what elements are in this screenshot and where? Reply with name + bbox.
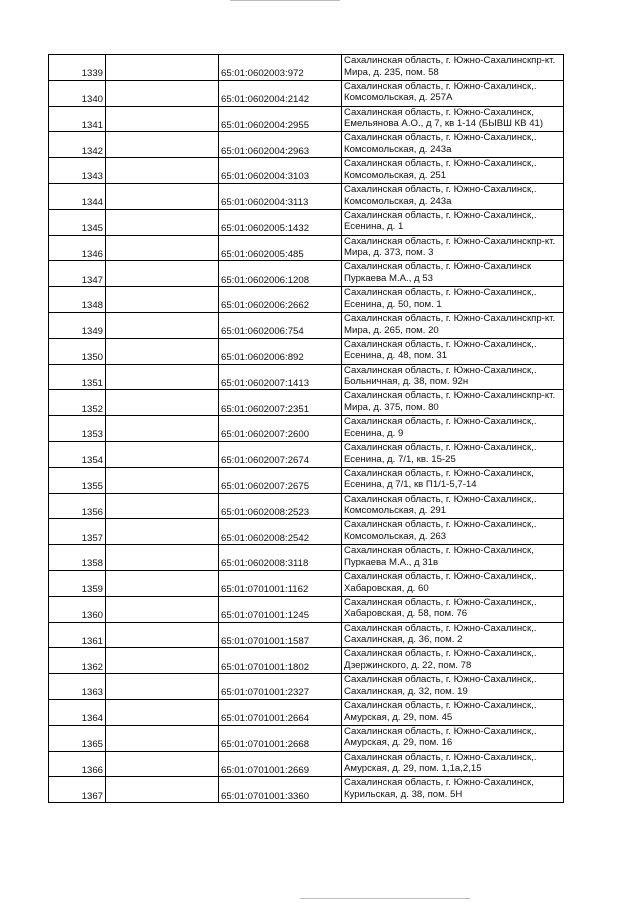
address-line-region: Сахалинская область, г. Южно-Сахалинск,. [344, 416, 537, 428]
row-number-cell: 1346 [49, 235, 106, 261]
row-number-cell: 1355 [49, 467, 106, 493]
row-number-cell: 1352 [49, 390, 106, 416]
address-line-region: Сахалинская область, г. Южно-Сахалинск [344, 261, 532, 273]
empty-cell [106, 364, 219, 390]
row-number-cell: 1339 [49, 55, 106, 81]
row-number-cell: 1341 [49, 106, 106, 132]
address-line-street: Комсомольская, д. 291 [344, 505, 447, 517]
empty-cell [106, 570, 219, 596]
address-cell [342, 80, 564, 106]
row-number-cell: 1356 [49, 493, 106, 519]
address-line-region: Сахалинская область, г. Южно-Сахалинск,. [344, 441, 537, 453]
cadastral-number-cell: 65:01:0602004:3103 [219, 158, 342, 184]
address-cell [342, 493, 564, 519]
cadastral-number-cell: 65:01:0701001:2664 [219, 699, 342, 725]
table-row [49, 287, 564, 313]
address-line-street: Есенина, д. 1 [344, 221, 404, 233]
address-line-region: Сахалинская область, г. Южно-Сахалинск,. [344, 338, 537, 350]
empty-cell [106, 416, 219, 442]
address-cell [342, 338, 564, 364]
cadastral-number-cell: 65:01:0701001:2669 [219, 751, 342, 777]
empty-cell [106, 648, 219, 674]
cadastral-number-cell: 65:01:0701001:1245 [219, 596, 342, 622]
address-cell [342, 158, 564, 184]
empty-cell [106, 235, 219, 261]
table-row [49, 209, 564, 235]
empty-cell [106, 338, 219, 364]
cadastral-number-cell: 65:01:0602006:754 [219, 312, 342, 338]
table-row [49, 570, 564, 596]
table-row [49, 493, 564, 519]
row-number-cell: 1366 [49, 751, 106, 777]
empty-cell [106, 596, 219, 622]
address-line-street: Есенина, д 7/1, кв П1/1-5,7-14 [344, 479, 477, 491]
address-line-region: Сахалинская область, г. Южно-Сахалинск, [344, 545, 534, 557]
address-line-region: Сахалинская область, г. Южно-Сахалинск,. [344, 80, 537, 92]
address-line-region: Сахалинская область, г. Южно-Сахалинск,. [344, 183, 537, 195]
cadastral-number-cell: 65:01:0602006:2662 [219, 287, 342, 313]
address-line-street: Хабаровская, д. 60 [344, 582, 429, 594]
address-line-street: Комсомольская, д. 251 [344, 169, 447, 181]
row-number-cell: 1345 [49, 209, 106, 235]
address-line-street: Сахалинская, д. 36, пом. 2 [344, 634, 463, 646]
bottom-scan-rule [300, 898, 470, 899]
row-number-cell: 1361 [49, 622, 106, 648]
address-line-region: Сахалинская область, г. Южно-Сахалинск,. [344, 287, 537, 299]
address-line-street: Хабаровская, д. 58, пом. 76 [344, 608, 468, 620]
address-line-region: Сахалинская область, г. Южно-Сахалинск,. [344, 622, 537, 634]
empty-cell [106, 390, 219, 416]
address-line-region: Сахалинская область, г. Южно-Сахалинск,. [344, 364, 537, 376]
cadastral-number-cell: 65:01:0701001:1587 [219, 622, 342, 648]
empty-cell [106, 493, 219, 519]
address-cell [342, 390, 564, 416]
cadastral-number-cell: 65:01:0701001:1802 [219, 648, 342, 674]
cadastral-number-cell: 65:01:0602003:972 [219, 55, 342, 81]
empty-cell [106, 209, 219, 235]
address-line-region: Сахалинская область, г. Южно-Сахалинск,. [344, 158, 537, 170]
row-number-cell: 1342 [49, 132, 106, 158]
address-line-region: Сахалинская область, г. Южно-Сахалинск,. [344, 570, 537, 582]
address-line-region: Сахалинская область, г. Южно-Сахалинск,. [344, 596, 537, 608]
row-number-cell: 1344 [49, 183, 106, 209]
empty-cell [106, 80, 219, 106]
empty-cell [106, 519, 219, 545]
empty-cell [106, 312, 219, 338]
cadastral-number-cell: 65:01:0602008:2542 [219, 519, 342, 545]
row-number-cell: 1364 [49, 699, 106, 725]
row-number-cell: 1350 [49, 338, 106, 364]
row-number-cell: 1347 [49, 261, 106, 287]
registry-table-body [49, 55, 564, 803]
table-row [49, 80, 564, 106]
address-cell [342, 441, 564, 467]
table-row [49, 312, 564, 338]
address-line-region: Сахалинская область, г. Южно-Сахалинск, [344, 106, 534, 118]
address-line-street: Комсомольская, д. 263 [344, 530, 447, 542]
row-number-cell: 1343 [49, 158, 106, 184]
address-cell [342, 209, 564, 235]
table-row [49, 55, 564, 81]
registry-table [48, 54, 564, 803]
table-row [49, 364, 564, 390]
table-row [49, 390, 564, 416]
row-number-cell: 1360 [49, 596, 106, 622]
address-line-region: Сахалинская область, г. Южно-Сахалинск,. [344, 493, 537, 505]
address-line-street: Есенина, д. 50, пом. 1 [344, 298, 442, 310]
row-number-cell: 1362 [49, 648, 106, 674]
empty-cell [106, 55, 219, 81]
address-line-region: Сахалинская область, г. Южно-Сахалинск, [344, 467, 534, 479]
empty-cell [106, 699, 219, 725]
row-number-cell: 1353 [49, 416, 106, 442]
table-row [49, 106, 564, 132]
address-line-street: Комсомольская, д. 243а [344, 143, 452, 155]
row-number-cell: 1340 [49, 80, 106, 106]
empty-cell [106, 674, 219, 700]
address-line-region: Сахалинская область, г. Южно-Сахалинск, [344, 777, 534, 789]
table-row [49, 261, 564, 287]
address-cell [342, 106, 564, 132]
address-line-street: Дзержинского, д. 22, пом. 78 [344, 659, 472, 671]
address-line-street: Емельянова А.О., д 7, кв 1-14 (БЫВШ КВ 41) [344, 118, 544, 130]
empty-cell [106, 183, 219, 209]
address-cell [342, 751, 564, 777]
empty-cell [106, 261, 219, 287]
address-cell [342, 235, 564, 261]
address-cell [342, 596, 564, 622]
address-cell [342, 132, 564, 158]
cadastral-number-cell: 65:01:0602007:2351 [219, 390, 342, 416]
address-line-street: Пуркаева М.А., д 31в [344, 556, 439, 568]
empty-cell [106, 622, 219, 648]
empty-cell [106, 106, 219, 132]
table-row [49, 545, 564, 571]
address-cell [342, 699, 564, 725]
address-line-street: Комсомольская, д. 257А [344, 92, 453, 104]
address-line-region: Сахалинская область, г. Южно-Сахалинскпр-кт. [344, 390, 556, 402]
address-line-street: Больничная, д. 38, пом. 92н [344, 376, 469, 388]
cadastral-number-cell: 65:01:0701001:2327 [219, 674, 342, 700]
empty-cell [106, 751, 219, 777]
address-line-region: Сахалинская область, г. Южно-Сахалинскпр-кт. [344, 55, 556, 66]
cadastral-number-cell: 65:01:0701001:2668 [219, 725, 342, 751]
table-row [49, 338, 564, 364]
address-line-street: Мира, д. 265, пом. 20 [344, 324, 439, 336]
cadastral-number-cell: 65:01:0602005:485 [219, 235, 342, 261]
address-line-street: Есенина, д. 48, пом. 31 [344, 350, 448, 362]
cadastral-number-cell: 65:01:0701001:1162 [219, 570, 342, 596]
address-cell [342, 674, 564, 700]
empty-cell [106, 287, 219, 313]
table-row [49, 158, 564, 184]
address-line-region: Сахалинская область, г. Южно-Сахалинск,. [344, 209, 537, 221]
row-number-cell: 1351 [49, 364, 106, 390]
empty-cell [106, 441, 219, 467]
row-number-cell: 1365 [49, 725, 106, 751]
table-row [49, 467, 564, 493]
address-line-street: Амурская, д. 29, пом. 16 [344, 737, 453, 749]
row-number-cell: 1367 [49, 777, 106, 803]
table-row [49, 596, 564, 622]
address-cell [342, 364, 564, 390]
address-line-region: Сахалинская область, г. Южно-Сахалинск,. [344, 725, 537, 737]
address-cell [342, 777, 564, 803]
address-cell [342, 725, 564, 751]
address-cell [342, 55, 564, 81]
row-number-cell: 1348 [49, 287, 106, 313]
address-line-street: Комсомольская, д. 243а [344, 195, 452, 207]
address-line-region: Сахалинская область, г. Южно-Сахалинск,. [344, 699, 537, 711]
address-line-region: Сахалинская область, г. Южно-Сахалинскпр-кт. [344, 312, 556, 324]
cadastral-number-cell: 65:01:0602007:2675 [219, 467, 342, 493]
address-cell [342, 416, 564, 442]
address-line-region: Сахалинская область, г. Южно-Сахалинск,. [344, 648, 537, 660]
address-line-region: Сахалинская область, г. Южно-Сахалинск,. [344, 751, 537, 763]
empty-cell [106, 777, 219, 803]
address-line-street: Пуркаева М.А., д 53 [344, 272, 433, 284]
address-line-region: Сахалинская область, г. Южно-Сахалинск,. [344, 132, 537, 144]
cadastral-number-cell: 65:01:0602004:2142 [219, 80, 342, 106]
address-line-region: Сахалинская область, г. Южно-Сахалинскпр-кт. [344, 235, 556, 247]
address-line-street: Мира, д. 235, пом. 58 [344, 66, 439, 78]
address-line-street: Мира, д. 375, пом. 80 [344, 401, 439, 413]
address-line-street: Есенина, д. 7/1, кв. 15-25 [344, 453, 456, 465]
cadastral-number-cell: 65:01:0602007:2674 [219, 441, 342, 467]
cadastral-number-cell: 65:01:0602006:892 [219, 338, 342, 364]
table-row [49, 777, 564, 803]
table-row [49, 622, 564, 648]
address-cell [342, 570, 564, 596]
table-row [49, 674, 564, 700]
table-row [49, 235, 564, 261]
table-row [49, 441, 564, 467]
empty-cell [106, 158, 219, 184]
address-cell [342, 287, 564, 313]
row-number-cell: 1357 [49, 519, 106, 545]
empty-cell [106, 132, 219, 158]
address-line-street: Амурская, д. 29, пом. 45 [344, 711, 453, 723]
address-line-street: Мира, д. 373, пом. 3 [344, 247, 434, 259]
top-scan-rule [230, 0, 340, 1]
row-number-cell: 1363 [49, 674, 106, 700]
cadastral-number-cell: 65:01:0602005:1432 [219, 209, 342, 235]
cadastral-number-cell: 65:01:0602008:2523 [219, 493, 342, 519]
address-cell [342, 519, 564, 545]
empty-cell [106, 725, 219, 751]
address-line-street: Сахалинская, д. 32, пом. 19 [344, 685, 468, 697]
address-cell [342, 648, 564, 674]
empty-cell [106, 545, 219, 571]
cadastral-number-cell: 65:01:0602006:1208 [219, 261, 342, 287]
table-row [49, 699, 564, 725]
table-row [49, 725, 564, 751]
address-cell [342, 312, 564, 338]
address-line-street: Амурская, д. 29, пом. 1,1а,2,15 [344, 763, 482, 775]
table-row [49, 751, 564, 777]
address-cell [342, 183, 564, 209]
row-number-cell: 1358 [49, 545, 106, 571]
table-row [49, 648, 564, 674]
address-cell [342, 467, 564, 493]
table-row [49, 519, 564, 545]
table-row [49, 132, 564, 158]
address-line-region: Сахалинская область, г. Южно-Сахалинск,. [344, 674, 537, 686]
cadastral-number-cell: 65:01:0602004:2955 [219, 106, 342, 132]
address-cell [342, 622, 564, 648]
cadastral-number-cell: 65:01:0602004:2963 [219, 132, 342, 158]
address-cell [342, 261, 564, 287]
address-line-street: Курильская, д. 38, пом. 5Н [344, 788, 463, 800]
row-number-cell: 1349 [49, 312, 106, 338]
cadastral-number-cell: 65:01:0602007:2600 [219, 416, 342, 442]
empty-cell [106, 467, 219, 493]
table-row [49, 183, 564, 209]
row-number-cell: 1354 [49, 441, 106, 467]
address-line-region: Сахалинская область, г. Южно-Сахалинск,. [344, 519, 537, 531]
row-number-cell: 1359 [49, 570, 106, 596]
cadastral-number-cell: 65:01:0602007:1413 [219, 364, 342, 390]
table-row [49, 416, 564, 442]
cadastral-number-cell: 65:01:0701001:3360 [219, 777, 342, 803]
address-line-street: Есенина, д. 9 [344, 427, 404, 439]
address-cell [342, 545, 564, 571]
cadastral-number-cell: 65:01:0602004:3113 [219, 183, 342, 209]
cadastral-number-cell: 65:01:0602008:3118 [219, 545, 342, 571]
